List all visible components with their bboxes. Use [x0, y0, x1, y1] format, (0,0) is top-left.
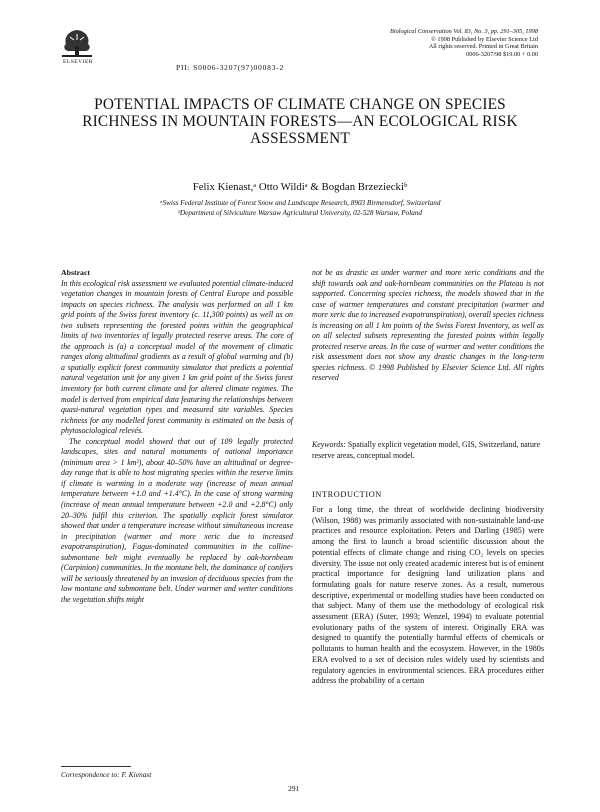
keywords-text: Spatially explicit vegetation model, GIS, Switzerland, nature reserve areas, conceptual model.: [312, 440, 541, 460]
correspondence-note: Correspondence to: F. Kienast: [61, 770, 152, 779]
page-number: 291: [288, 784, 300, 793]
abstract-left-column: [61, 268, 293, 606]
abstract-paragraph-1: In this ecological risk assessment we evaluated potential climate-induced vegetation changes in mountain forests of Central Europe and possible impacts on species richness. The analysis was performed on all 1 km grid points of the Swiss forest inventory (c. 11,300 points) as well as on two subsets representing the forested points within the geographical limits of two inventories of legally protected reserve areas. The core of the approach is (a) a conceptual model of the movement of climatic ranges along altitudinal gradients as a result of global warming and (b) a spatially explicit forest community simulator that predicts a potential natural vegetation unit for any given 1 km grid point of the Swiss forest inventory for both current climate and for altered climate regimes. The model is derived from empirical data featuring the relationships between quasi-natural vegetation types and measured site variables. Species richness for any modelled forest community is estimated on the basis of phytosociological relevés.: [61, 278, 293, 436]
article-title: POTENTIAL IMPACTS OF CLIMATE CHANGE ON SPECIES RICHNESS IN MOUNTAIN FORESTS—AN ECOLOGICAL RISK ASSESSMENT: [82, 96, 518, 147]
affiliation-a: ᵃSwiss Federal Institute of Forest Snow and Landscape Research, 8903 Birmensdorf, Switzerland: [159, 199, 441, 207]
abstract-paragraph-2: The conceptual model showed that out of 109 legally protected landscapes, sites and natural monuments of national importance (minimum area > 1 km²), about 40–50% have an altitudinal or degree-day range that is able to host migrating species within the reserve limits if climate is warming in a moderate way (increase of mean annual temperature between +1.0 and +1.4°C). In the case of strong warming (increase of mean annual temperature between +2.0 and +2.8°C) only 20–30% fulfil this criterion. The spatially explicit forest simulator showed that under a temperature increase without simultaneous increase in precipitation (warmer and more xeric due to increased evapotranspiration), Fagus-dominated communities in the colline-submontane belt might eventually be replaced by oak-hornbeam (Carpinion) communities. In the montane belt, the dominance of conifers will be seriously threatened by an invasion of deciduous species from the low montane and submontane belt. Under warmer and wetter conditions the vegetation shifts might: [61, 436, 293, 604]
copyright-line: © 1998 Published by Elsevier Science Ltd: [431, 35, 538, 43]
abstract-paragraph-3: not be as drastic as under warmer and more xeric conditions and the shift towards oak and oak-hornbeam communities on the Plateau is not supported. Concerning species richness, the models showed that in the case of warmer temperatures and constant precipitation (warmer and more xeric due to increased evapotranspiration), overall species richness is increasing on all 1 km points of the Swiss Forest Inventory, as well as on all selected subsets representing the forested points within legally protected reserve areas. In the case of warmer and wetter conditions the risk assessment does not show any drastic changes in the long-term species richness. © 1998 Published by Elsevier Science Ltd. All rights reserved: [312, 268, 544, 383]
rights-line: All rights reserved. Printed in Great Britain: [428, 43, 538, 51]
introduction-heading: INTRODUCTION: [312, 490, 382, 499]
journal-info: [338, 28, 538, 58]
journal-citation: Biological Conservation Vol. 83, No. 3, pp. 291–305, 1998: [390, 28, 538, 35]
affiliation-b: ᵇDepartment of Silviculture Warsaw Agricultural University, 02-528 Warsaw, Poland: [177, 209, 423, 217]
tree-logo-icon: [60, 28, 94, 58]
elsevier-logo: [60, 28, 122, 58]
issn-line: 0006-3207/98 $19.00 + 0.00: [466, 50, 538, 58]
affiliations: [60, 198, 540, 218]
publisher-name: ELSEVIER: [63, 59, 93, 65]
introduction-text: For a long time, the threat of worldwide declining biodiversity (Wilson, 1988) was primarily associated with non-sustainable land-use practices and resource exploitation. Peters and Darling (1985) were among the first to launch a broad scientific discussion about the potential effects of climate change and rising CO₂ levels on species diversity. The issue not only created academic interest but is of eminent practical importance for designing land utilization plans and formulating goals for nature reserve zones. As a result, numerous descriptive, experimental or modelling studies have been conducted on that subject. Many of them use the methodology of ecological risk assessment (ERA) (Suter, 1993; Wenzel, 1994) to evaluate potential evolutionary paths of the system of interest. Originally ERA was designed to quantify the potentially harmful effects of chemicals or pollutants to human health and the ecosystem. However, in the 1980s ERA evolved to a set of decision rules widely used by scientists and regulatory agencies in environmental sciences. ERA procedures either address the probability of a certain: [312, 505, 544, 686]
keywords: [312, 440, 544, 461]
author-list: Felix Kienast,ᵃ Otto Wildiᵃ & Bogdan Brzezieckiᵇ: [192, 181, 408, 193]
pii-code: PII: S0006-3207(97)00083-2: [176, 63, 285, 72]
keywords-label: Keywords:: [312, 440, 346, 449]
abstract-heading: Abstract: [61, 268, 91, 277]
abstract-right-column: [312, 268, 544, 384]
footnote-rule: [61, 766, 131, 767]
